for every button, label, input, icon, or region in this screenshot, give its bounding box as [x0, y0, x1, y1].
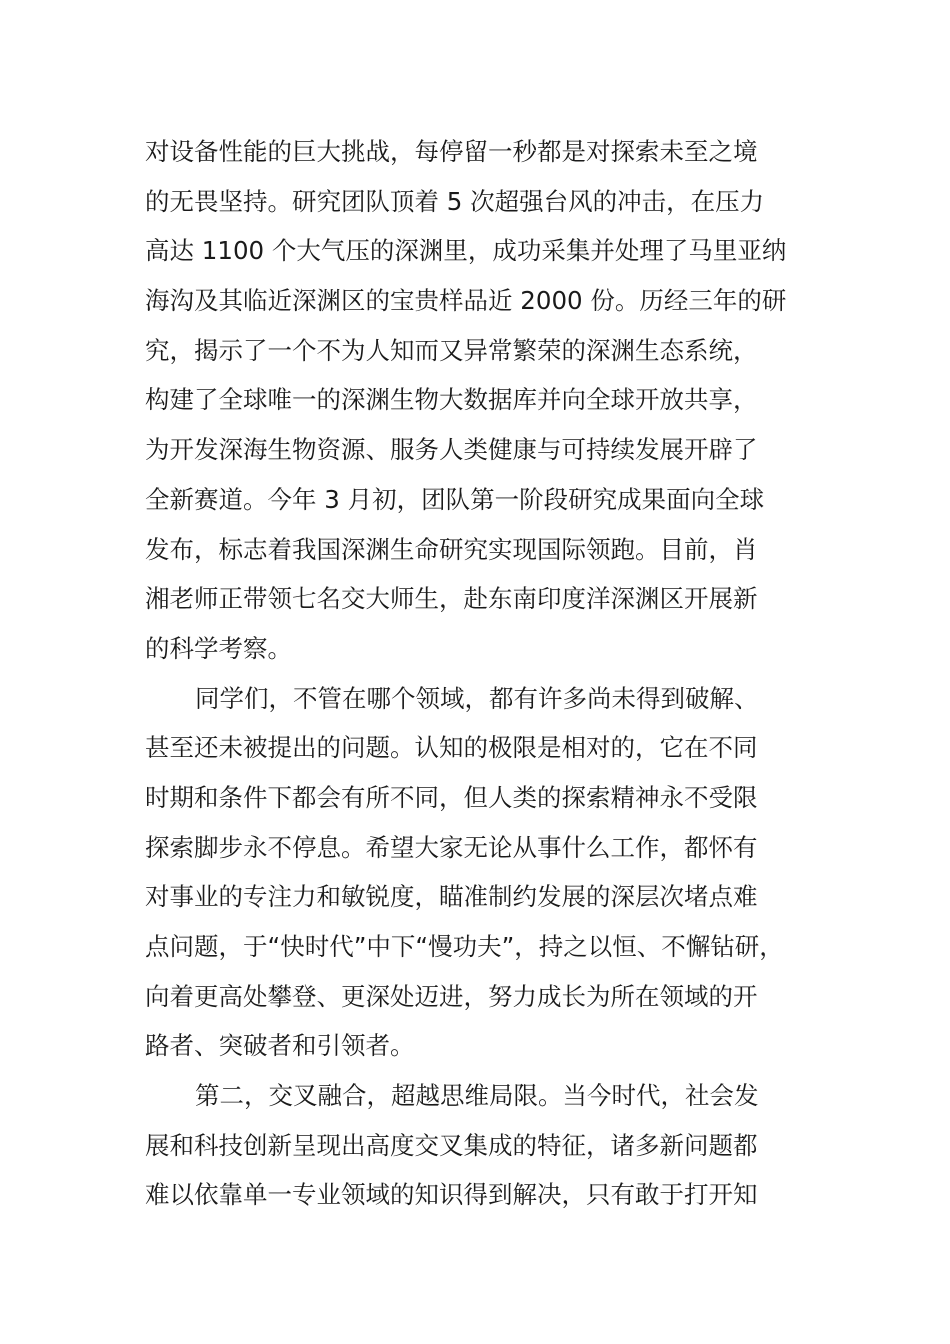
text-line: 展和科技创新呈现出高度交叉集成的特征，诸多新问题都: [145, 1130, 758, 1160]
text-line: 向着更高处攀登、更深处迈进，努力成长为所在领域的开: [145, 981, 758, 1011]
paragraph-start-line: 同学们，不管在哪个领域，都有许多尚未得到破解、: [195, 683, 759, 713]
paragraph-start-line: 第二，交叉融合，超越思维局限。当今时代，社会发: [195, 1081, 759, 1111]
text-line: 点问题，于“快时代”中下“慢功夫”，持之以恒、不懈钻研，: [145, 932, 784, 961]
document-body: [145, 127, 825, 1220]
text-line: 湘老师正带领七名交大师生，赴东南印度洋深渊区开展新: [145, 584, 758, 614]
text-line: 高达 1100 个大气压的深渊里，成功采集并处理了马里亚纳: [145, 236, 787, 266]
text-line: 甚至还未被提出的问题。认知的极限是相对的，它在不同: [145, 733, 758, 763]
text-line: 时期和条件下都会有所不同，但人类的探索精神永不受限: [145, 782, 758, 812]
text-line: 的无畏坚持。研究团队顶着 5 次超强台风的冲击，在压力: [145, 186, 765, 216]
text-line: 全新赛道。今年 3 月初，团队第一阶段研究成果面向全球: [145, 484, 765, 514]
text-line: 对设备性能的巨大挑战，每停留一秒都是对探索未至之境: [145, 137, 758, 166]
text-line: 究，揭示了一个不为人知而又异常繁荣的深渊生态系统，: [145, 335, 758, 365]
text-line: 构建了全球唯一的深渊生物大数据库并向全球开放共享，: [145, 385, 758, 415]
text-line: 路者、突破者和引领者。: [145, 1031, 415, 1061]
text-line: 对事业的专注力和敏锐度，瞄准制约发展的深层次堵点难: [145, 882, 758, 912]
text-line: 发布，标志着我国深渊生命研究实现国际领跑。目前，肖: [145, 534, 758, 564]
text-line: 难以依靠单一专业领域的知识得到解决，只有敢于打开知: [145, 1180, 758, 1210]
text-line: 为开发深海生物资源、服务人类健康与可持续发展开辟了: [145, 435, 758, 465]
text-line: 的科学考察。: [145, 633, 292, 663]
text-line: 探索脚步永不停息。希望大家无论从事什么工作，都怀有: [145, 832, 758, 862]
text-line: 海沟及其临近深渊区的宝贵样品近 2000 份。历经三年的研: [145, 286, 787, 316]
